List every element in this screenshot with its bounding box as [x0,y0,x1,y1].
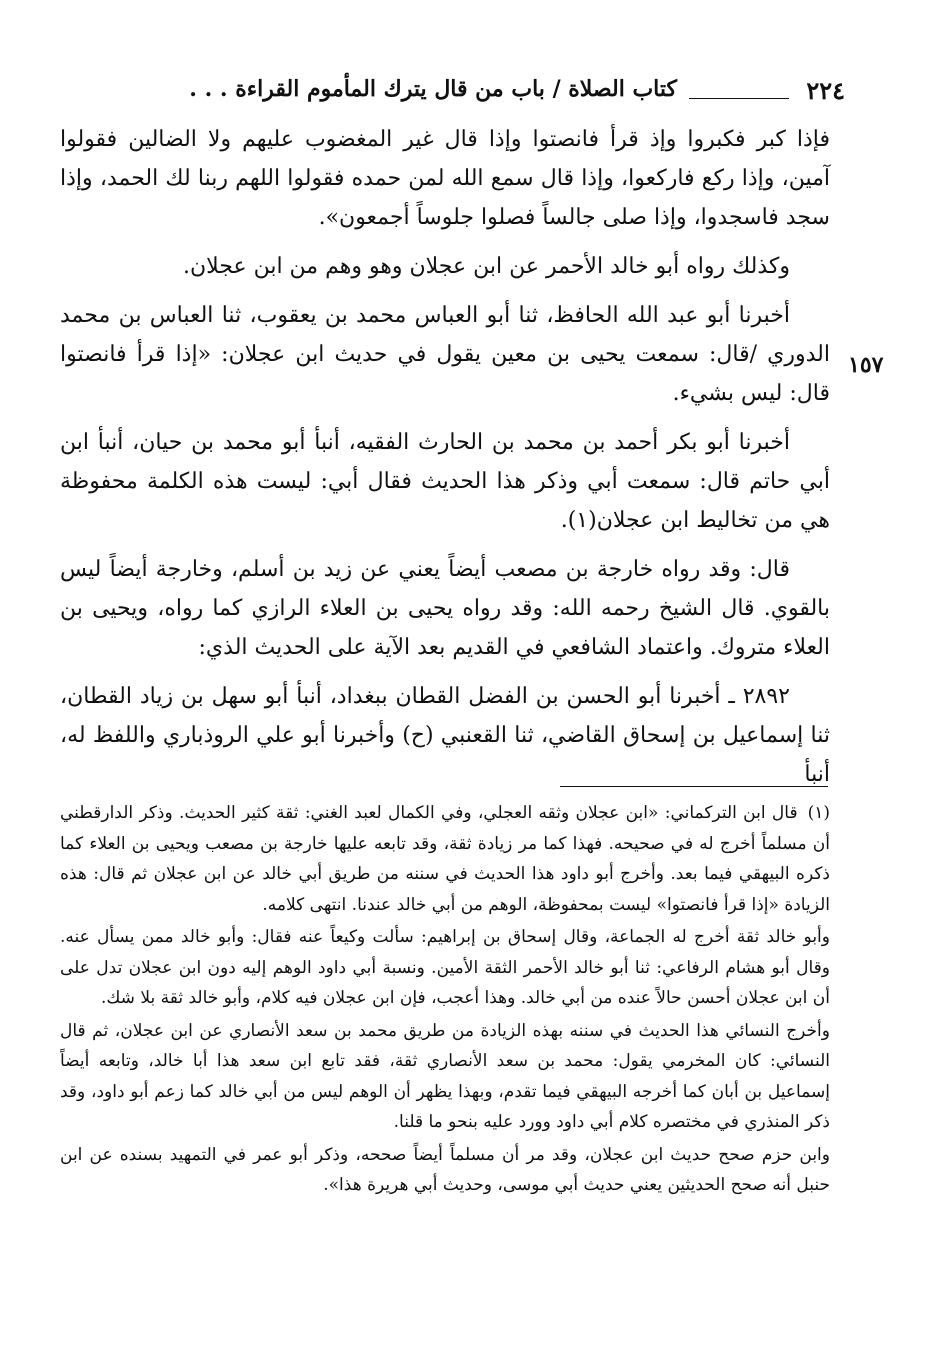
header-rule [689,98,789,99]
footnote-paragraph-4: وابن حزم صحح حديث ابن عجلان، وقد مر أن مسلماً أيضاً صححه، وذكر أبو عمر في التمهيد بسنده عن ابن حنبل أنه صحح الحديثين يعني حديث أبي موسى، وحديث أبي هريرة هذا». [60,1144,830,1195]
body-paragraph-3: أخبرنا أبو عبد الله الحافظ، ثنا أبو العباس محمد بن يعقوب، ثنا العباس بن محمد الدوري /قال: سمعت يحيى بن معين يقول في حديث ابن عجلان: «إذا قرأ فانصتوا قال: ليس بشيء. [60,303,830,406]
footnote-marker: (١) [807,803,830,823]
footnote-rule [560,786,828,787]
page-header [60,70,845,110]
margin-folio-marker: ١٥٧ [848,352,884,378]
body-paragraph-1: فإذا كبر فكبروا وإذ قرأ فانصتوا وإذا قال غير المغضوب عليهم ولا الضالين فقولوا آمين، وإذا ركع فاركعوا، وإذا قال سمع الله لمن حمده فقولوا اللهم ربنا لك الحمد، وإذا سجد فاسجدوا، وإذا صلى جالساً فصلوا جلوساً أجمعون». [60,127,830,230]
footnote-paragraph-1 [60,798,830,920]
page-number: ٢٢٤ [806,76,845,105]
running-title: كتاب الصلاة / باب من قال يترك المأموم القراءة . . . [189,76,677,102]
footnote-paragraph-3: وأخرج النسائي هذا الحديث في سننه بهذه الزيادة من طريق محمد بن سعد الأنصاري عن ابن عجلان، ثم قال النسائي: كان المخرمي يقول: محمد بن سعد الأنصاري ثقة، فقد تابع ابن سعد هذا أبا خالد، وتابعه أيضاً إسماعيل بن أبان كما أخرجه البيهقي فيما تقدم، وبهذا يظهر أن الوهم ليس من أبي خالد كما زعم أبو داود، وقد ذكر المنذري في مختصره كلام أبي داود وورد عليه بنحو ما قلنا. [60,1020,830,1132]
footnote-paragraph-2: وأبو خالد ثقة أخرج له الجماعة، وقال إسحاق بن إبراهيم: سألت وكيعاً عنه فقال: وأبو خالد ممن يسأل عنه. وقال أبو هشام الرفاعي: ثنا أبو خالد الأحمر الثقة الأمين. ونسبة أبي داود الوهم إليه دون ابن عجلان تدل على أن ابن عجلان أحسن حالاً عنده من أبي خالد. وهذا أعجب، فإن ابن عجلان فيه كلام، وأبو خالد ثقة بلا شك. [60,927,830,1008]
body-paragraph-4: أخبرنا أبو بكر أحمد بن محمد بن الحارث الفقيه، أنبأ أبو محمد بن حيان، أنبأ ابن أبي حاتم قال: سمعت أبي وذكر هذا الحديث فقال أبي: ليست هذه الكلمة محفوظة هي من تخاليط ابن عجلان(١). [60,430,830,533]
body-paragraph-2: وكذلك رواه أبو خالد الأحمر عن ابن عجلان وهو وهم من ابن عجلان. [182,254,790,279]
footnote-text-1: قال ابن التركماني: «ابن عجلان وثقه العجلي، وفي الكمال لعبد الغني: ثقة كثير الحديث. وذكر الدارقطني أن مسلماً أخرج له في صحيحه. فهذا كما مر زيادة ثقة، وقد تابعه عليها خارجة بن مصعب ويحيى بن العلاء كما ذكره البيهقي فيما بعد. وأخرج أبو داود هذا الحديث في سننه من طريق أبي خالد عن ابن عجلان ثم قال: هذه الزيادة «إذا قرأ فانصتوا» ليست بمحفوظة، الوهم من أبي خالد عندنا. انتهى كلامه. [60,803,830,915]
body-paragraph-6: ٢٨٩٢ ـ أخبرنا أبو الحسن بن الفضل القطان ببغداد، أنبأ أبو سهل بن زياد القطان، ثنا إسماعيل بن إسحاق القاضي، ثنا القعنبي (ح) وأخبرنا أبو علي الروذباري واللفظ له، أنبأ [60,684,830,787]
body-paragraph-5: قال: وقد رواه خارجة بن مصعب أيضاً يعني عن زيد بن أسلم، وخارجة أيضاً ليس بالقوي. قال الشيخ رحمه الله: وقد رواه يحيى بن العلاء الرازي كما رواه، ويحيى بن العلاء متروك. واعتماد الشافعي في القديم بعد الآية على الحديث الذي: [60,557,830,660]
main-text [60,120,830,804]
footnotes [60,798,830,1203]
